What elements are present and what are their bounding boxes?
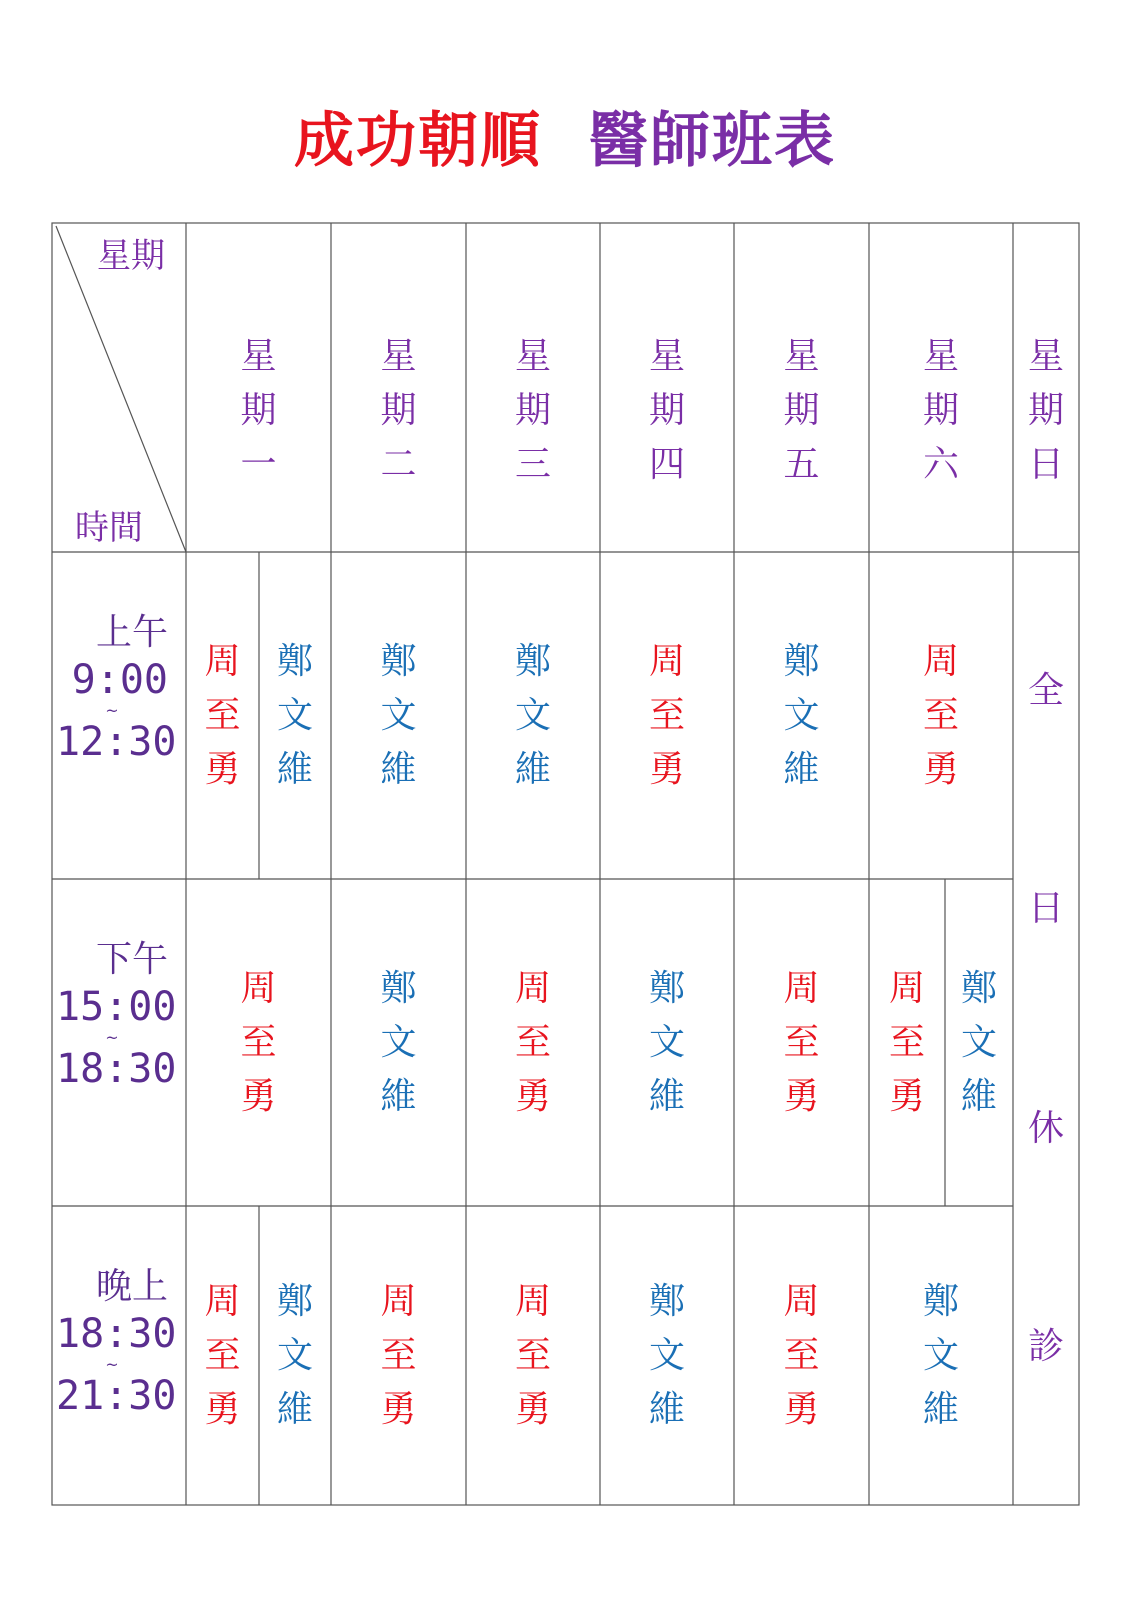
- slot-wed-am: 鄭 文 維: [514, 640, 551, 790]
- header-saturday: 星 期 六: [922, 336, 959, 485]
- slot-fri-pm: 周 至 勇: [783, 967, 820, 1117]
- slot-thu-pm: 鄭 文 維: [648, 967, 685, 1117]
- slot-thu-am: 周 至 勇: [648, 640, 685, 790]
- slot-thu-eve: 鄭 文 維: [648, 1280, 685, 1430]
- slot-mon-eve-zheng: 鄭 文 維: [276, 1280, 313, 1430]
- clinic-name: 成功朝順: [294, 106, 542, 176]
- slot-mon-am-zhou: 周 至 勇: [204, 640, 241, 790]
- slot-sat-eve: 鄭 文 維: [922, 1280, 959, 1430]
- slot-tue-am: 鄭 文 維: [380, 640, 417, 790]
- header-tuesday: 星 期 二: [380, 336, 417, 485]
- slot-mon-pm: 周 至 勇: [240, 967, 277, 1117]
- slot-wed-eve: 周 至 勇: [514, 1280, 551, 1430]
- slot-tue-eve: 周 至 勇: [380, 1280, 417, 1430]
- slot-mon-eve-zhou: 周 至 勇: [204, 1280, 241, 1430]
- header-friday: 星 期 五: [783, 336, 820, 485]
- slot-mon-am-zheng: 鄭 文 維: [276, 640, 313, 790]
- corner-time-label: 時間: [75, 507, 143, 548]
- slot-fri-eve: 周 至 勇: [783, 1280, 820, 1430]
- header-sunday: 星 期 日: [1027, 336, 1064, 485]
- corner-weekday-label: 星期: [97, 235, 165, 276]
- slot-tue-pm: 鄭 文 維: [380, 967, 417, 1117]
- slot-sat-am: 周 至 勇: [922, 640, 959, 790]
- slot-sat-pm-zheng: 鄭 文 維: [960, 967, 997, 1117]
- time-afternoon: 下午 15:00 ~ 18:30: [56, 939, 177, 1092]
- header-thursday: 星 期 四: [648, 336, 685, 485]
- time-evening: 晚上 18:30 ~ 21:30: [56, 1266, 177, 1419]
- header-monday: 星 期 一: [240, 336, 277, 485]
- header-wednesday: 星 期 三: [514, 336, 551, 485]
- slot-sat-pm-zhou: 周 至 勇: [888, 967, 925, 1117]
- sunday-closed: 全 日 休 診: [1027, 670, 1064, 1367]
- schedule-title: 醫師班表: [588, 106, 836, 176]
- slot-wed-pm: 周 至 勇: [514, 967, 551, 1117]
- time-morning: 上午 9:00 ~ 12:30: [56, 612, 177, 765]
- slot-fri-am: 鄭 文 維: [783, 640, 820, 790]
